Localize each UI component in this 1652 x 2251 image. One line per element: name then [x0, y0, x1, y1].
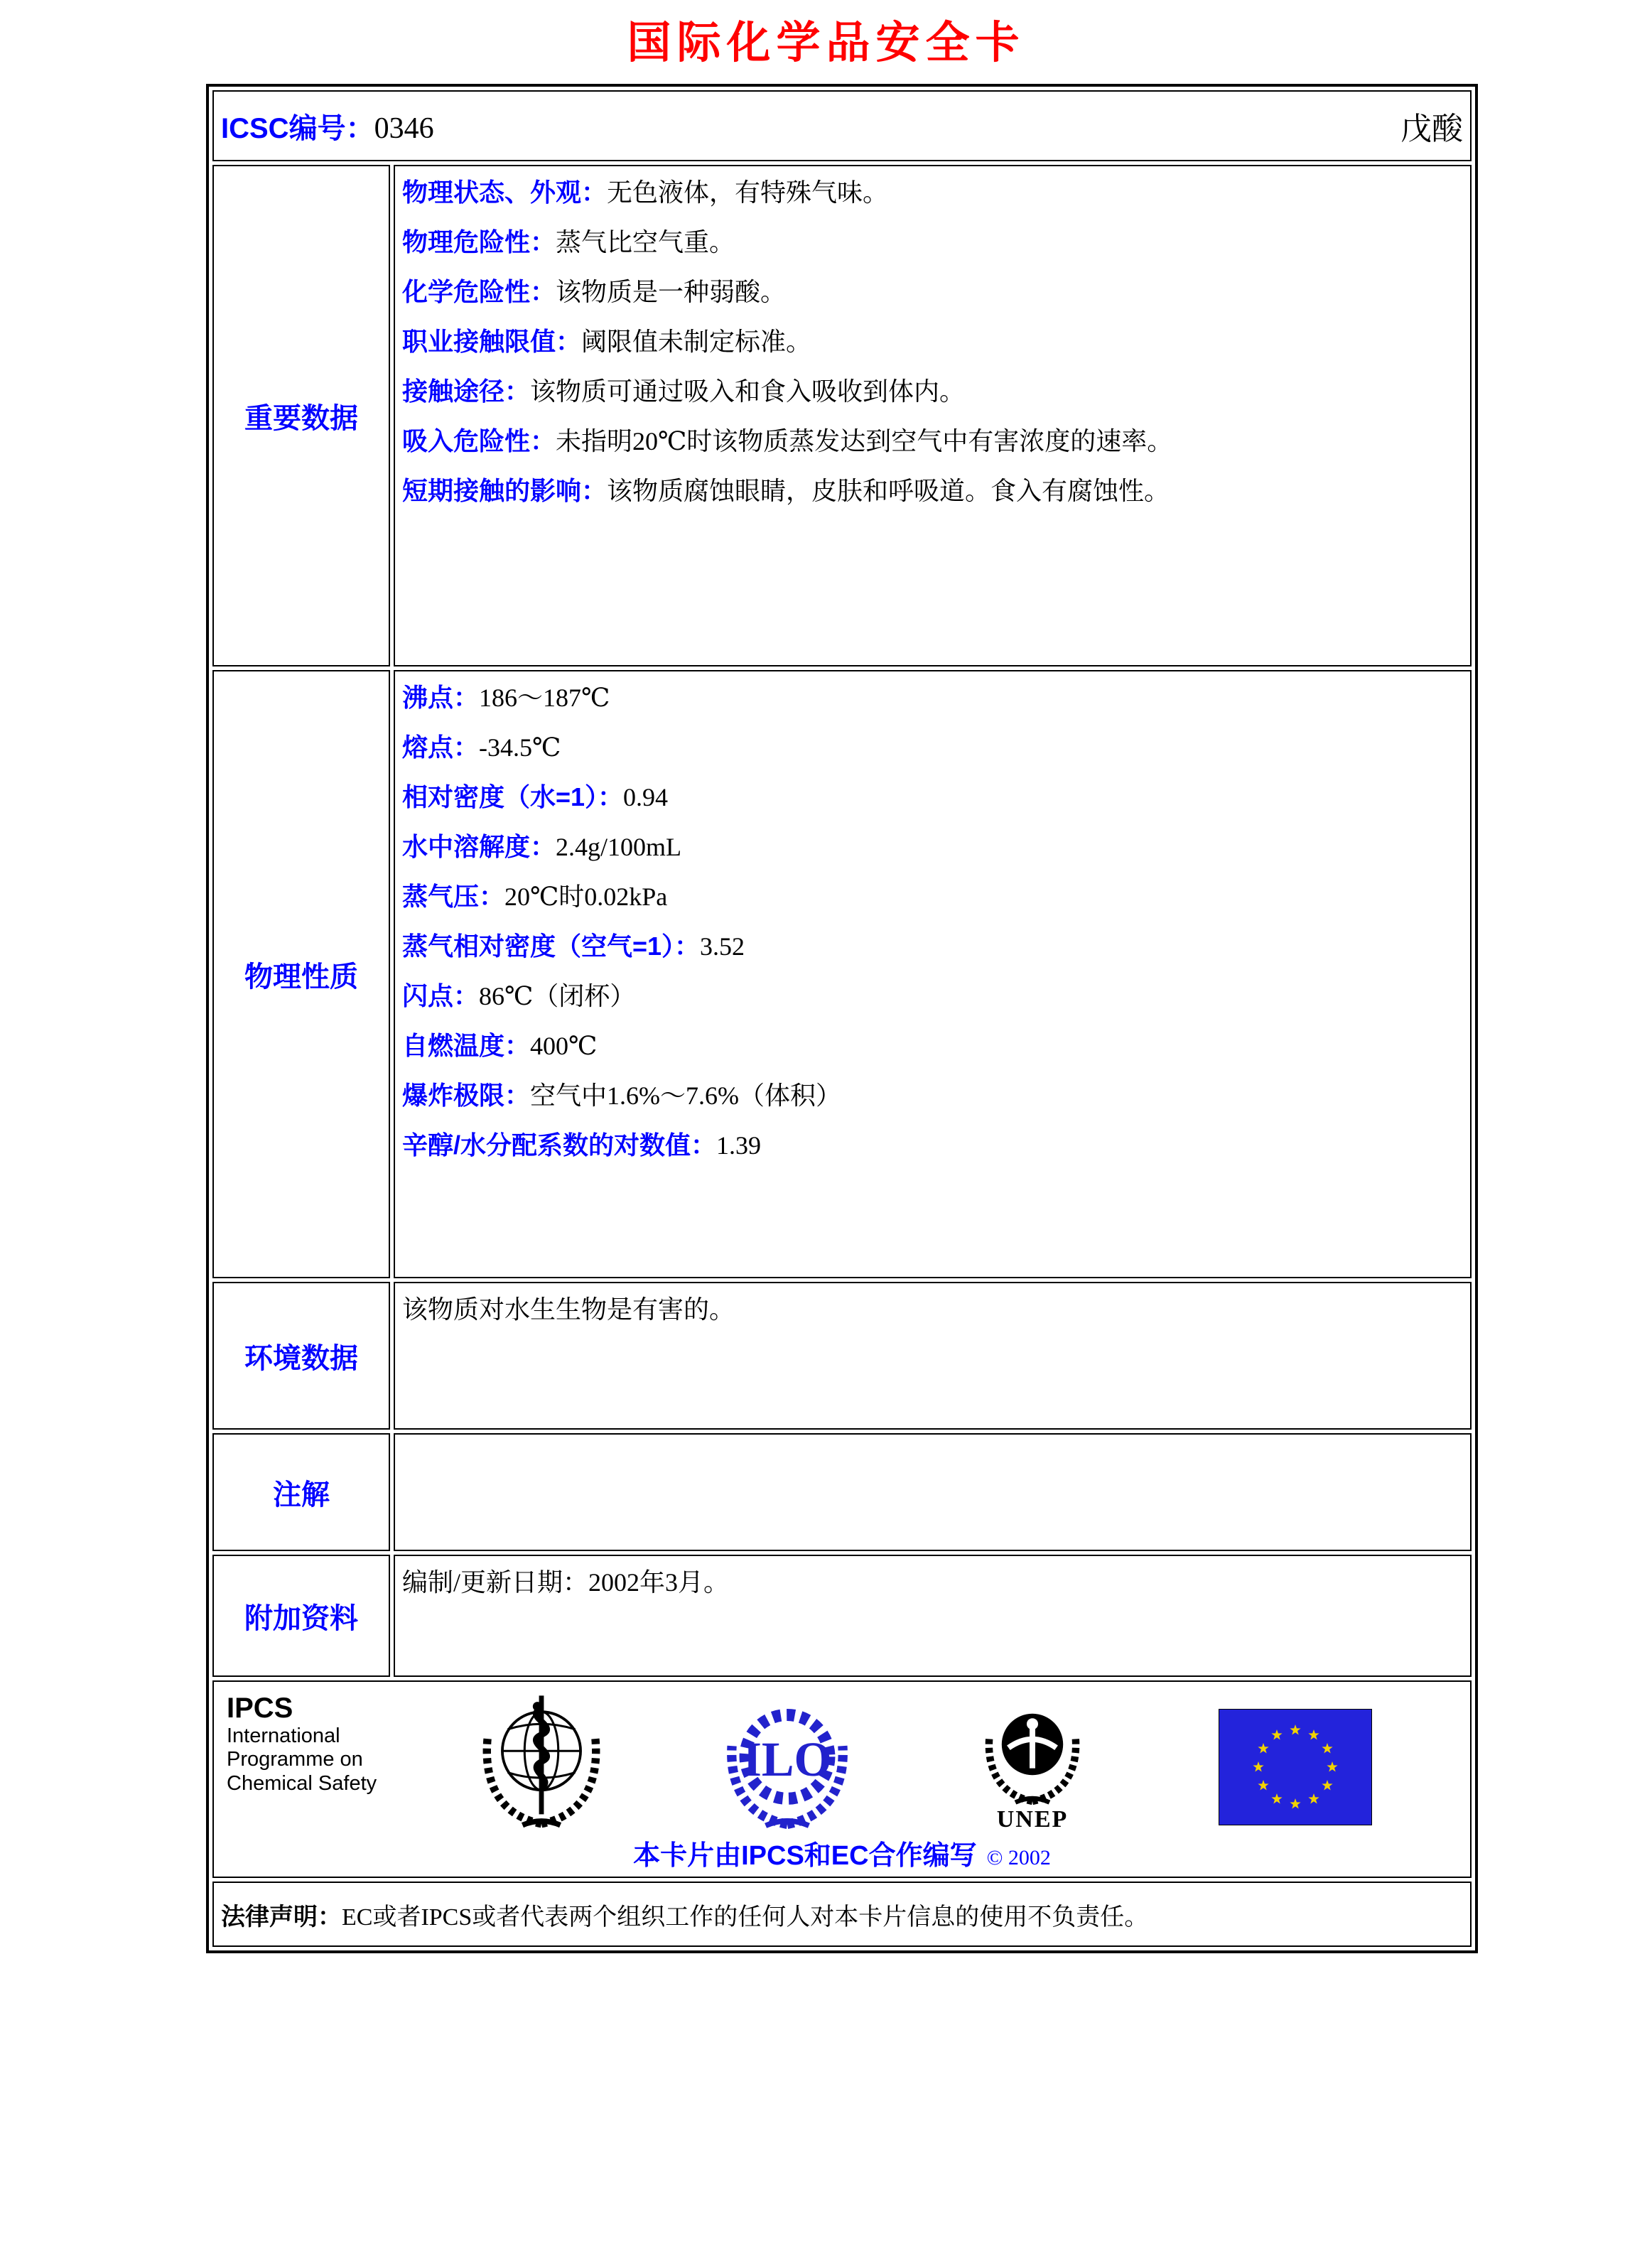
- data-line: [402, 723, 1463, 772]
- legal-row: [212, 1882, 1472, 1947]
- field-value: 2.4g/100mL: [556, 833, 682, 861]
- ipcs-text-block: [227, 1692, 377, 1796]
- chemical-name: 戊酸: [1400, 112, 1463, 146]
- additional-info-content: [394, 1555, 1472, 1677]
- field-value: 0.94: [623, 783, 669, 811]
- ipcs-acronym: IPCS: [227, 1693, 293, 1724]
- legal-text: EC或者IPCS或者代表两个组织工作的任何人对本卡片信息的使用不负责任。: [342, 1904, 1149, 1931]
- data-line: [402, 217, 1463, 267]
- eu-flag: [1219, 1709, 1372, 1825]
- logos-row: [212, 1680, 1472, 1878]
- field-label: 职业接触限值：: [402, 327, 582, 356]
- additional-info-row: [212, 1555, 1472, 1677]
- field-value: 1.39: [716, 1131, 762, 1160]
- field-value: 20℃时0.02kPa: [504, 882, 668, 911]
- field-label: 自燃温度：: [402, 1031, 531, 1060]
- unep-logo: [976, 1693, 1089, 1807]
- field-label: 短期接触的影响：: [402, 476, 608, 505]
- field-value: 400℃: [530, 1032, 598, 1060]
- unep-logo-block: [968, 1693, 1096, 1833]
- safety-card-table: [206, 84, 1478, 1953]
- data-line: [402, 922, 1463, 971]
- environmental-data-row: [212, 1282, 1472, 1430]
- notes-row: [212, 1433, 1472, 1551]
- field-value: -34.5℃: [479, 733, 561, 762]
- field-value: 编制/更新日期：2002年3月。: [402, 1568, 730, 1597]
- field-label: 熔点：: [402, 733, 480, 762]
- field-value: 空气中1.6%～7.6%（体积）: [530, 1081, 841, 1110]
- header-cell: [212, 90, 1472, 161]
- copyright-text: © 2002: [986, 1846, 1051, 1869]
- field-label: 蒸气压：: [402, 882, 505, 911]
- data-line: [402, 1071, 1463, 1121]
- data-line: [402, 168, 1463, 217]
- physical-properties-row: [212, 670, 1472, 1278]
- who-logo: [474, 1688, 609, 1833]
- field-label: 相对密度（水=1）：: [402, 782, 624, 811]
- field-label: 闪点：: [402, 981, 480, 1010]
- field-value: 该物质可通过吸入和食入吸收到体内。: [530, 377, 966, 406]
- ipcs-fullname-line: Programme on: [227, 1748, 363, 1771]
- field-value: 无色液体，有特殊气味。: [607, 178, 889, 207]
- data-line: [402, 971, 1463, 1021]
- caption-text: 本卡片由IPCS和EC合作编写: [633, 1841, 977, 1871]
- field-label: 辛醇/水分配系数的对数值：: [402, 1130, 717, 1160]
- important-data-row: [212, 165, 1472, 666]
- field-value: 86℃（闭杯）: [479, 982, 636, 1010]
- data-line: [402, 367, 1463, 416]
- data-line: [402, 317, 1463, 367]
- ipcs-fullname-line: International: [227, 1724, 340, 1747]
- legal-cell: [212, 1882, 1472, 1947]
- field-label: 物理状态、外观：: [402, 178, 608, 207]
- data-line: [402, 267, 1463, 317]
- field-value: 未指明20℃时该物质蒸发达到空气中有害浓度的速率。: [556, 427, 1173, 455]
- notes-content: [394, 1433, 1472, 1551]
- data-line: [402, 1121, 1463, 1170]
- section-label-important-data: 重要数据: [212, 165, 390, 666]
- important-data-content: [394, 165, 1472, 666]
- data-line: [402, 822, 1463, 872]
- field-value: 该物质腐蚀眼睛，皮肤和呼吸道。食入有腐蚀性。: [607, 477, 1170, 505]
- field-label: 沸点：: [402, 683, 480, 712]
- data-line: [402, 1558, 1463, 1607]
- data-line: [402, 466, 1463, 516]
- field-value: 该物质是一种弱酸。: [556, 278, 787, 306]
- field-label: 爆炸极限：: [402, 1081, 531, 1110]
- data-line: [402, 416, 1463, 466]
- section-label-environmental-data: 环境数据: [212, 1282, 390, 1430]
- icsc-number: [221, 106, 434, 146]
- data-line: [402, 673, 1463, 723]
- environmental-data-content: [394, 1282, 1472, 1430]
- field-label: 物理危险性：: [402, 227, 556, 257]
- field-value: 3.52: [700, 932, 745, 961]
- section-label-additional-info: 附加资料: [212, 1555, 390, 1677]
- data-line: [402, 1021, 1463, 1071]
- ipcs-fullname-line: Chemical Safety: [227, 1771, 377, 1795]
- icsc-number-label: ICSC编号：: [221, 112, 374, 144]
- field-value: 该物质对水生生物是有害的。: [402, 1295, 735, 1324]
- data-line: [402, 1285, 1463, 1334]
- footer-caption: [214, 1833, 1470, 1872]
- icsc-number-value: 0346: [374, 112, 434, 145]
- data-line: [402, 872, 1463, 922]
- section-label-notes: 注解: [212, 1433, 390, 1551]
- logos-cell: [212, 1680, 1472, 1878]
- field-label: 接触途径：: [402, 377, 531, 406]
- field-label: 化学危险性：: [402, 277, 556, 306]
- field-value: 186～187℃: [479, 684, 610, 712]
- header-row: [212, 90, 1472, 161]
- ilo-monogram: ILO: [743, 1732, 832, 1786]
- data-line: [402, 772, 1463, 822]
- field-value: 蒸气比空气重。: [556, 228, 735, 257]
- physical-properties-content: [394, 670, 1472, 1278]
- section-label-physical-properties: 物理性质: [212, 670, 390, 1278]
- page-title: 国际化学品安全卡: [627, 18, 1025, 68]
- legal-label: 法律声明：: [221, 1903, 342, 1931]
- ilo-logo: [720, 1695, 855, 1830]
- field-label: 吸入危险性：: [402, 426, 556, 455]
- field-label: 蒸气相对密度（空气=1）：: [402, 932, 701, 961]
- unep-label: UNEP: [996, 1806, 1069, 1832]
- field-label: 水中溶解度：: [402, 832, 556, 861]
- field-value: 阈限值未制定标准。: [581, 328, 812, 356]
